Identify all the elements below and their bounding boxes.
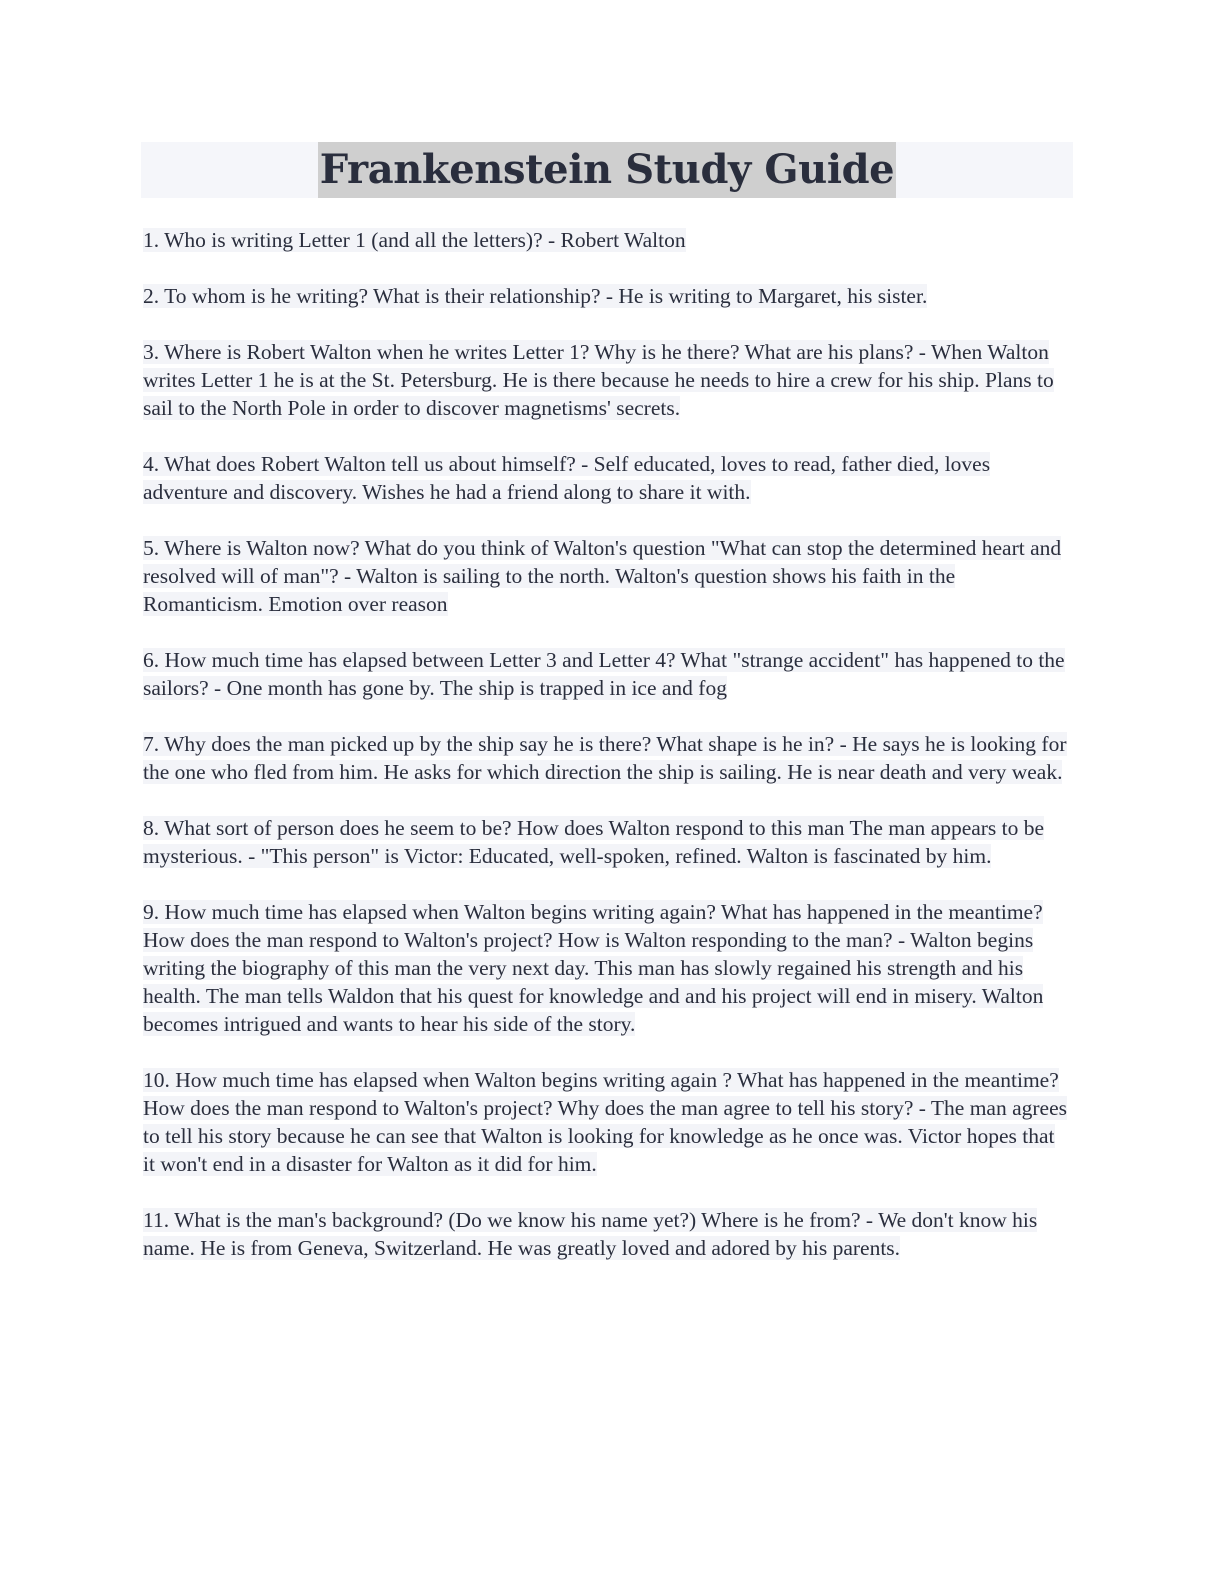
list-item: [141, 814, 1073, 870]
title-band: [141, 142, 1073, 198]
document-page: [141, 142, 1073, 1290]
question-answer-text: 7. Why does the man picked up by the ship say he is there? What shape is he in? - He says he is looking for the one who fled from him. He asks for which direction the ship is sailing. He is near death and very weak.: [143, 732, 1067, 784]
question-answer-text: 8. What sort of person does he seem to be? How does Walton respond to this man The man appears to be mysterious. - "This person" is Victor: Educated, well-spoken, refined. Walton is fascinated by him.: [143, 816, 1045, 868]
question-answer-text: 3. Where is Robert Walton when he writes Letter 1? Why is he there? What are his plans? - When Walton writes Letter 1 he is at the St. Petersburg. He is there because he needs to hire a crew for his ship. Plans to sail to the North Pole in order to discover magnetisms' secrets.: [143, 340, 1054, 420]
question-answer-text: 2. To whom is he writing? What is their relationship? - He is writing to Margaret, his sister.: [143, 284, 928, 308]
question-answer-text: 10. How much time has elapsed when Walton begins writing again ? What has happened in the meantime? How does the man respond to Walton's project? Why does the man agree to tell his story? - The man agrees to tell his story because he can see that Walton is looking for knowledge as he once was. Victor hopes that it won't end in a disaster for Walton as it did for him.: [143, 1068, 1068, 1176]
question-answer-text: 9. How much time has elapsed when Walton begins writing again? What has happened in the meantime? How does the man respond to Walton's project? How is Walton responding to the man? - Walton begins writing the biography of this man the very next day. This man has slowly regained his strength and his health. The man tells Waldon that his quest for knowledge and and his project will end in misery. Walton becomes intrigued and wants to hear his side of the story.: [143, 900, 1044, 1036]
question-answer-text: 11. What is the man's background? (Do we know his name yet?) Where is he from? - We don't know his name. He is from Geneva, Switzerland. He was greatly loved and adored by his parents.: [143, 1208, 1038, 1260]
list-item: [141, 730, 1073, 786]
question-answer-text: 6. How much time has elapsed between Letter 3 and Letter 4? What "strange accident" has happened to the sailors? - One month has gone by. The ship is trapped in ice and fog: [143, 648, 1065, 700]
list-item: [141, 898, 1073, 1038]
page-title: Frankenstein Study Guide: [318, 142, 897, 198]
list-item: [141, 450, 1073, 506]
list-item: [141, 1066, 1073, 1178]
list-item: [141, 226, 1073, 254]
question-answer-text: 4. What does Robert Walton tell us about himself? - Self educated, loves to read, father died, loves adventure and discovery. Wishes he had a friend along to share it with.: [143, 452, 991, 504]
list-item: [141, 1206, 1073, 1262]
list-item: [141, 646, 1073, 702]
list-item: [141, 338, 1073, 422]
question-list: [141, 226, 1073, 1262]
list-item: [141, 534, 1073, 618]
question-answer-text: 1. Who is writing Letter 1 (and all the letters)? - Robert Walton: [143, 228, 686, 252]
question-answer-text: 5. Where is Walton now? What do you think of Walton's question "What can stop the determined heart and resolved will of man"? - Walton is sailing to the north. Walton's question shows his faith in the Romanticism. Emotion over reason: [143, 536, 1062, 616]
list-item: [141, 282, 1073, 310]
